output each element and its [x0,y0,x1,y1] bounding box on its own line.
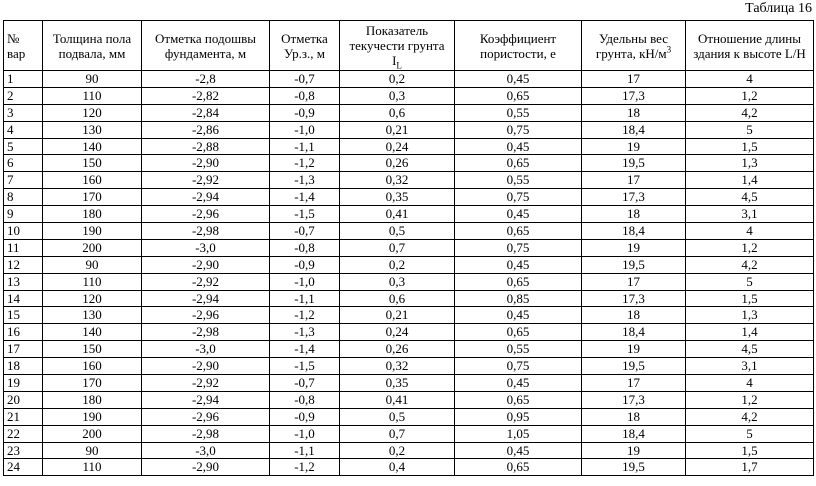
table-cell: 130 [43,121,142,138]
table-cell: -2,92 [142,172,270,189]
header-floor-thickness: Толщина пола подвала, мм [43,21,142,71]
table-cell: 0,45 [455,442,582,459]
table-cell: 0,45 [455,138,582,155]
table-cell: -2,98 [142,324,270,341]
table-cell: 0,2 [340,256,455,273]
header-unit-weight: Удельны вес грунта, $кН/м^3$ [582,21,686,71]
table-cell: 1,4 [686,324,814,341]
table-cell: -0,7 [270,223,340,240]
table-cell: -2,94 [142,189,270,206]
table-cell: -2,92 [142,375,270,392]
table-cell: -2,96 [142,206,270,223]
table-cell: -0,8 [270,87,340,104]
table-cell: 0,6 [340,290,455,307]
table-cell: 1,5 [686,138,814,155]
table-cell: 0,65 [455,155,582,172]
table-cell: 17 [582,172,686,189]
table-cell: 4,2 [686,408,814,425]
table-row [4,459,814,476]
table-cell: 130 [43,307,142,324]
table-cell: 3,1 [686,206,814,223]
table-cell: 0,41 [340,206,455,223]
table-cell: 15 [4,307,43,324]
table-row [4,375,814,392]
table-cell: 0,45 [455,256,582,273]
table-cell: 1,4 [686,172,814,189]
table-cell: 0,65 [455,459,582,476]
table-cell: 0,55 [455,172,582,189]
table-cell: -0,7 [270,71,340,88]
table-cell: 0,3 [340,273,455,290]
table-cell: -1,1 [270,442,340,459]
table-cell: 17 [4,341,43,358]
table-cell: 5 [686,425,814,442]
table-cell: 90 [43,442,142,459]
table-cell: 18 [582,408,686,425]
table-cell: 0,2 [340,71,455,88]
table-cell: -3,0 [142,239,270,256]
table-row [4,307,814,324]
table-row [4,189,814,206]
header-length-height-ratio: Отношение длины здания к высоте L/H [686,21,814,71]
data-table [3,20,814,476]
table-cell: 18 [582,206,686,223]
table-cell: 180 [43,391,142,408]
table-cell: 0,7 [340,425,455,442]
table-cell: 190 [43,223,142,240]
table-row [4,341,814,358]
table-cell: -2,8 [142,71,270,88]
table-cell: 200 [43,239,142,256]
table-cell: 19 [582,138,686,155]
table-cell: 20 [4,391,43,408]
table-cell: 17 [582,273,686,290]
table-cell: 4,5 [686,341,814,358]
table-cell: 1,2 [686,87,814,104]
table-cell: 90 [43,71,142,88]
table-cell: 1,7 [686,459,814,476]
table-row [4,391,814,408]
table-cell: 19 [4,375,43,392]
table-cell: 18,4 [582,425,686,442]
table-cell: 0,55 [455,104,582,121]
table-cell: 170 [43,189,142,206]
table-cell: 18,4 [582,324,686,341]
table-cell: 4 [686,71,814,88]
table-cell: 14 [4,290,43,307]
header-num: № вар [4,21,43,71]
table-cell: 4 [686,375,814,392]
table-cell: -3,0 [142,442,270,459]
table-cell: 19,5 [582,459,686,476]
table-cell: 5 [4,138,43,155]
table-cell: 0,35 [340,375,455,392]
table-cell: 0,95 [455,408,582,425]
table-cell: 0,45 [455,206,582,223]
table-cell: -1,1 [270,290,340,307]
table-cell: 1,2 [686,239,814,256]
table-cell: 17,3 [582,189,686,206]
table-cell: 0,21 [340,121,455,138]
table-cell: 0,35 [340,189,455,206]
table-cell: 160 [43,358,142,375]
table-cell: 200 [43,425,142,442]
table-cell: 110 [43,459,142,476]
table-cell: 22 [4,425,43,442]
table-cell: 17 [582,375,686,392]
table-cell: -0,9 [270,104,340,121]
table-cell: 0,65 [455,87,582,104]
table-cell: 19 [582,341,686,358]
table-row [4,138,814,155]
table-cell: -1,3 [270,172,340,189]
table-row [4,121,814,138]
table-cell: -1,3 [270,324,340,341]
table-cell: 6 [4,155,43,172]
table-cell: -2,90 [142,256,270,273]
table-cell: -1,2 [270,307,340,324]
table-cell: 19 [582,442,686,459]
table-cell: 0,41 [340,391,455,408]
table-cell: -2,88 [142,138,270,155]
table-cell: 150 [43,341,142,358]
table-cell: 21 [4,408,43,425]
table-cell: 18 [582,307,686,324]
table-cell: -0,9 [270,256,340,273]
table-cell: 180 [43,206,142,223]
table-cell: 90 [43,256,142,273]
table-cell: 17,3 [582,290,686,307]
table-cell: 18,4 [582,223,686,240]
table-cell: -2,96 [142,307,270,324]
header-groundwater-level: Отметка Ур.з., м [270,21,340,71]
table-cell: 0,75 [455,358,582,375]
table-cell: -2,90 [142,155,270,172]
table-cell: 0,2 [340,442,455,459]
table-cell: 19,5 [582,256,686,273]
table-cell: 18,4 [582,121,686,138]
table-cell: -1,4 [270,189,340,206]
table-cell: 0,32 [340,358,455,375]
table-body [4,71,814,476]
table-cell: -2,94 [142,391,270,408]
table-row [4,239,814,256]
table-cell: 5 [686,121,814,138]
table-cell: 0,65 [455,391,582,408]
table-cell: 0,3 [340,87,455,104]
table-row [4,324,814,341]
table-cell: 1,2 [686,391,814,408]
table-cell: 0,24 [340,324,455,341]
table-cell: 140 [43,138,142,155]
table-cell: 7 [4,172,43,189]
table-cell: -1,0 [270,273,340,290]
table-cell: -2,98 [142,425,270,442]
table-cell: 4 [4,121,43,138]
table-cell: 4,5 [686,189,814,206]
header-liquidity-index: Показатель текучести грунта $I_L$ [340,21,455,71]
table-cell: -1,2 [270,155,340,172]
table-row [4,71,814,88]
table-caption: Таблица 16 [745,1,812,16]
table-cell: 1,3 [686,155,814,172]
table-cell: -2,96 [142,408,270,425]
table-cell: -3,0 [142,341,270,358]
table-cell: 0,75 [455,239,582,256]
table-cell: 9 [4,206,43,223]
table-cell: 0,65 [455,273,582,290]
table-cell: 0,65 [455,223,582,240]
table-cell: -1,1 [270,138,340,155]
table-cell: 18 [4,358,43,375]
table-cell: 4 [686,223,814,240]
table-cell: 16 [4,324,43,341]
table-row [4,290,814,307]
table-cell: 11 [4,239,43,256]
table-cell: 0,21 [340,307,455,324]
table-cell: 5 [686,273,814,290]
table-cell: 0,45 [455,307,582,324]
table-cell: 12 [4,256,43,273]
table-cell: 1,5 [686,290,814,307]
table-cell: 120 [43,290,142,307]
table-row [4,172,814,189]
table-row [4,442,814,459]
table-cell: 0,75 [455,121,582,138]
table-cell: -2,94 [142,290,270,307]
table-cell: -1,0 [270,121,340,138]
table-cell: 0,32 [340,172,455,189]
table-cell: 0,4 [340,459,455,476]
table-cell: 2 [4,87,43,104]
table-cell: -1,4 [270,341,340,358]
table-cell: 1,3 [686,307,814,324]
table-cell: -0,8 [270,239,340,256]
table-row [4,155,814,172]
table-cell: -1,5 [270,358,340,375]
table-cell: 8 [4,189,43,206]
table-cell: -2,90 [142,358,270,375]
table-cell: 17,3 [582,391,686,408]
table-cell: 0,26 [340,341,455,358]
table-cell: -2,86 [142,121,270,138]
table-row [4,425,814,442]
table-cell: 0,5 [340,408,455,425]
table-row [4,408,814,425]
table-cell: -2,90 [142,459,270,476]
table-cell: 18 [582,104,686,121]
table-cell: 24 [4,459,43,476]
table-cell: 17,3 [582,87,686,104]
table-cell: 140 [43,324,142,341]
table-cell: -0,8 [270,391,340,408]
table-cell: 4,2 [686,256,814,273]
table-row [4,223,814,240]
table-cell: -2,98 [142,223,270,240]
table-cell: 0,6 [340,104,455,121]
table-cell: 1,5 [686,442,814,459]
table-cell: 120 [43,104,142,121]
table-cell: 4,2 [686,104,814,121]
table-cell: 0,65 [455,324,582,341]
table-cell: 13 [4,273,43,290]
table-cell: -2,84 [142,104,270,121]
table-cell: 160 [43,172,142,189]
table-cell: -0,7 [270,375,340,392]
table-row [4,358,814,375]
table-row [4,273,814,290]
table-cell: -1,2 [270,459,340,476]
table-cell: 23 [4,442,43,459]
table-row [4,206,814,223]
table-cell: 110 [43,87,142,104]
table-cell: 0,45 [455,71,582,88]
table-cell: 1 [4,71,43,88]
table-cell: 0,45 [455,375,582,392]
table-cell: 0,5 [340,223,455,240]
table-cell: 0,55 [455,341,582,358]
table-cell: 19 [582,239,686,256]
table-cell: 170 [43,375,142,392]
table-cell: 150 [43,155,142,172]
table-cell: -0,9 [270,408,340,425]
table-cell: 0,85 [455,290,582,307]
table-cell: 190 [43,408,142,425]
table-cell: 0,7 [340,239,455,256]
header-row [4,21,814,71]
table-cell: 10 [4,223,43,240]
table-cell: 19,5 [582,358,686,375]
header-porosity: Коэффициент пористости, е [455,21,582,71]
table-cell: 0,26 [340,155,455,172]
table-cell: 19,5 [582,155,686,172]
table-cell: 0,75 [455,189,582,206]
table-cell: 1,05 [455,425,582,442]
table-row [4,256,814,273]
table-cell: 17 [582,71,686,88]
table-cell: -1,0 [270,425,340,442]
table-cell: 3,1 [686,358,814,375]
table-row [4,104,814,121]
table-cell: -1,5 [270,206,340,223]
table-cell: 110 [43,273,142,290]
table-cell: -2,82 [142,87,270,104]
table-cell: 3 [4,104,43,121]
header-foundation-level: Отметка подошвы фундамента, м [142,21,270,71]
table-cell: 0,24 [340,138,455,155]
table-cell: -2,92 [142,273,270,290]
table-row [4,87,814,104]
